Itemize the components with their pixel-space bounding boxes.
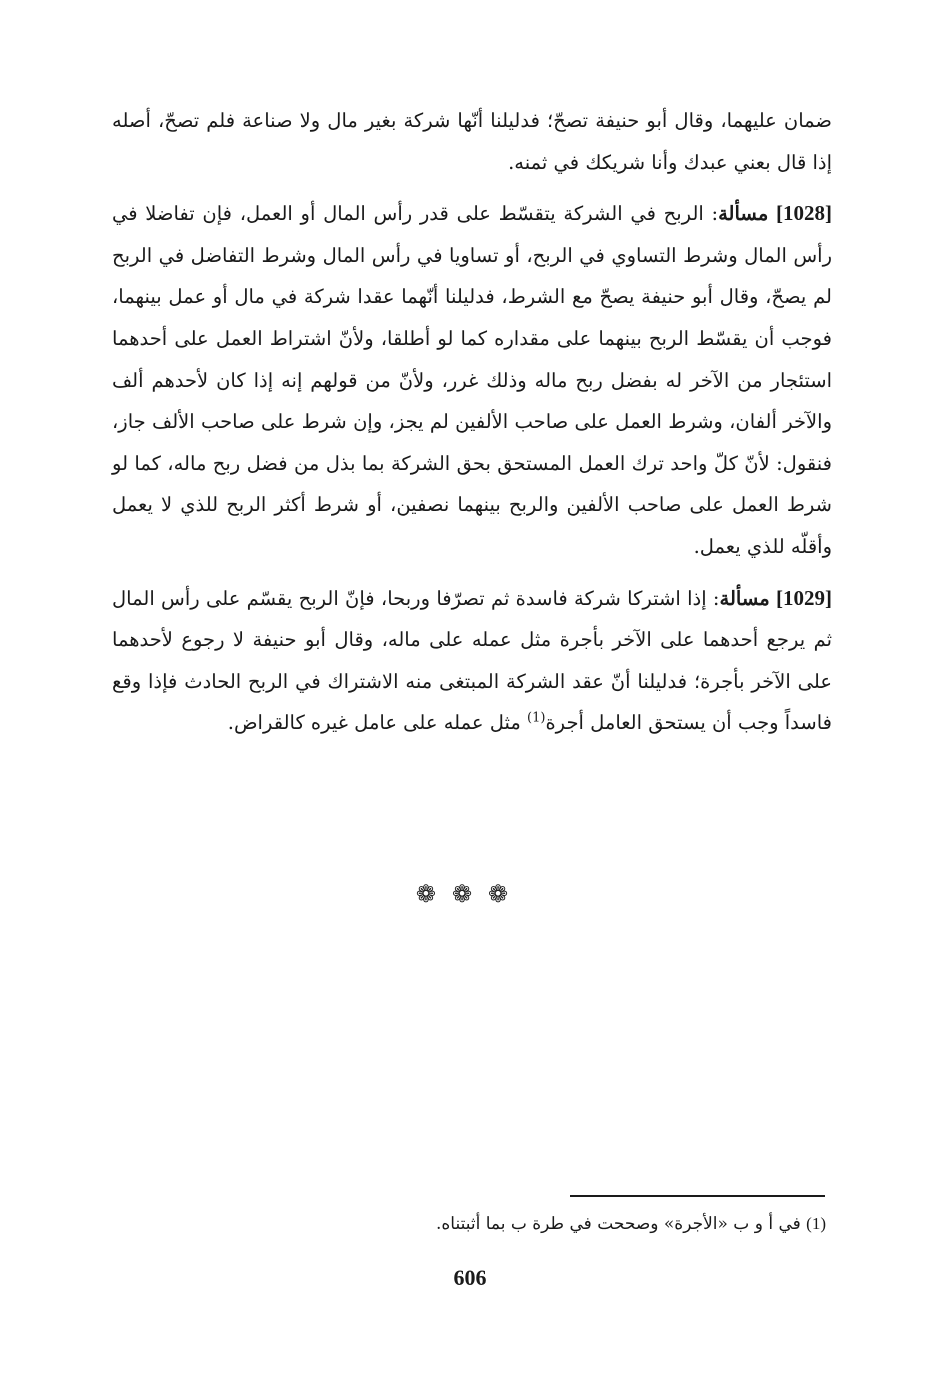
issue-number: [1028] — [776, 201, 832, 226]
issue-number: [1029] — [776, 585, 833, 610]
issue-text: : إذا اشتركا شركة فاسدة ثم تصرّفا وربحا، فإنّ الربح يقسّم على رأس المال ثم يرجع أحدهما على الآخر بأجرة مثل عمله على ماله، وقال أبو حنيفة لا رجوع لأحدهما على الآخر بأجرة؛ فدليلنا أنّ عقد الشركة المبتغى منه الاشتراك في الربح الحادث فإذا وقع فاسداً وجب أن يستحق العامل أجرة — [112, 586, 832, 735]
issue-text: : الربح في الشركة يتقسّط على قدر رأس المال أو العمل، فإن تفاضلا في رأس المال وشرط التساوي في الربح، أو تساويا في رأس المال وشرط التفاضل في الربح لم يصحّ، وقال أبو حنيفة يصحّ مع الشرط، فدليلنا أنّهما عقدا شركة في مال أو عمل بينهما، فوجب أن يقسّط الربح بينهما على مقداره كما لو أطلقا، ولأنّ اشتراط العمل على أحدهما استئجار من الآخر له بفضل ربح ماله وذلك غرر، ولأنّ من قولهم إنه إذا كان لأحدهم ألف والآخر ألفان، وشرط العمل على صاحب الألفين لم يجز، وإن شرط على صاحب الألف جاز، فنقول: لأنّ كلّ واحد ترك العمل المستحق بحق الشركة بما بذل من فضل ربح ماله، كما لو شرط العمل على صاحب الألفين والربح بينهما نصفين، أو شرط أكثر الربح للذي لا يعمل وأقلّه للذي يعمل. — [112, 202, 832, 558]
footnote — [300, 1210, 826, 1238]
issue-label: مسألة — [719, 586, 770, 610]
issue-text-end: مثل عمله على عامل غيره كالقراض. — [227, 711, 528, 735]
issue-label: مسألة — [718, 202, 769, 226]
footnote-number: (1) — [806, 1214, 826, 1233]
footnote-text: في أ و ب «الأجرة» وصححت في طرة ب بما أثبتناه. — [435, 1214, 801, 1234]
page-number: 606 — [453, 1265, 487, 1290]
issue-1029-paragraph — [112, 578, 832, 744]
issue-1028-paragraph — [112, 193, 832, 567]
intro-paragraph: ضمان عليهما، وقال أبو حنيفة تصحّ؛ فدليلنا أنّها شركة بغير مال ولا صناعة فلم تصحّ، أصله إذا قال بعني عبدك وأنا شريكك في ثمنه. — [112, 109, 832, 174]
section-ornament: ❁❁❁ — [415, 880, 525, 908]
footnote-reference[interactable]: (1) — [527, 710, 546, 726]
main-text — [112, 100, 832, 744]
footnote-divider — [570, 1195, 825, 1197]
